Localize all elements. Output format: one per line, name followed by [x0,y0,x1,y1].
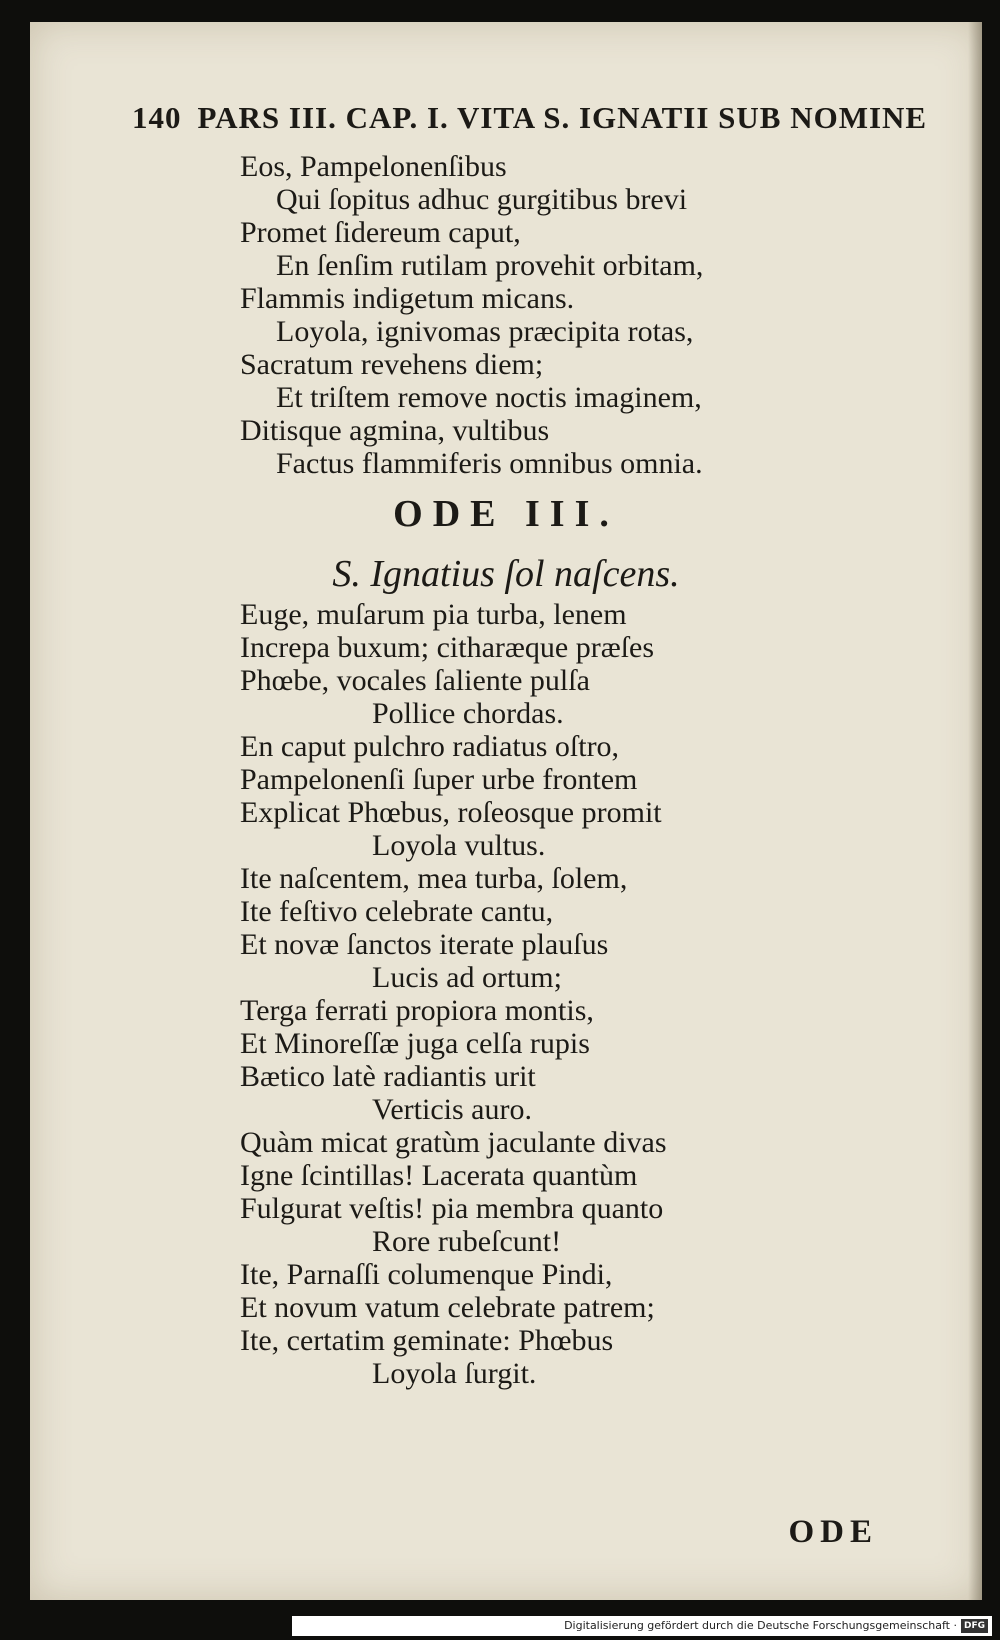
verse-line: Et novæ ſanctos iterate plauſus [240,928,609,961]
verse-line: Igne ſcintillas! Lacerata quantùm [240,1159,638,1192]
verse-line: Eos, Pampelonenſibus [240,150,507,183]
verse-line: Ite naſcentem, mea turba, ſolem, [240,862,628,895]
verse-line: Explicat Phœbus, roſeosque promit [240,796,662,829]
verse-line: Verticis auro. [372,1093,532,1126]
verse-line: Ite, certatim geminate: Phœbus [240,1324,614,1357]
verse-line: Bætico latè radiantis urit [240,1060,536,1093]
verse-line: Phœbe, vocales ſaliente pulſa [240,664,590,697]
digitization-credit [292,1616,992,1636]
ode-title: ODE III. [393,493,619,535]
verse-line: Qui ſopitus adhuc gurgitibus brevi [276,183,688,216]
verse-line: Increpa buxum; citharæque præſes [240,631,655,664]
verse-line: Factus flammiferis omnibus omnia. [276,447,703,480]
verse-block-top [240,150,860,480]
verse-line: Flammis indigetum micans. [240,282,575,315]
verse-line: Pollice chordas. [372,697,564,730]
dfg-logo: DFG [961,1619,988,1633]
ode-subtitle: S. Ignatius ſol naſcens. [332,553,680,595]
verse-line: Et Minoreſſæ juga celſa rupis [240,1027,590,1060]
verse-line: Ite feſtivo celebrate cantu, [240,895,554,928]
book-page [30,22,982,1600]
verse-line: Euge, muſarum pia turba, lenem [240,598,627,631]
verse-line: Fulgurat veſtis! pia membra quanto [240,1192,664,1225]
verse-line: En ſenſim rutilam provehit orbitam, [276,249,704,282]
verse-line: Loyola vultus. [372,829,546,862]
verse-line: Terga ferrati propiora montis, [240,994,594,1027]
verse-line: Et triſtem remove noctis imaginem, [276,381,702,414]
credit-text: Digitalisierung gefördert durch die Deutsche Forschungsgemeinschaft · [564,1619,957,1632]
verse-line: Et novum vatum celebrate patrem; [240,1291,655,1324]
catchword: ODE [788,1514,878,1550]
verse-line: Loyola, ignivomas præcipita rotas, [276,315,694,348]
verse-line: Promet ſidereum caput, [240,216,521,249]
verse-line: Quàm micat gratùm jaculante divas [240,1126,667,1159]
verse-line: Sacratum revehens diem; [240,348,544,381]
verse-line: Loyola ſurgit. [372,1357,537,1390]
verse-line: Lucis ad ortum; [372,961,562,994]
running-header [132,100,928,136]
verse-block-ode [240,598,860,1390]
verse-line: Ite, Parnaſſi columenque Pindi, [240,1258,613,1291]
page-number: 140 [132,100,182,135]
verse-line: Ditisque agmina, vultibus [240,414,550,447]
verse-line: Rore rubeſcunt! [372,1225,562,1258]
running-head: PARS III. CAP. I. VITA S. IGNATII SUB NOMINE [197,100,928,135]
verse-line: Pampelonenſi ſuper urbe frontem [240,763,638,796]
verse-line: En caput pulchro radiatus oſtro, [240,730,620,763]
